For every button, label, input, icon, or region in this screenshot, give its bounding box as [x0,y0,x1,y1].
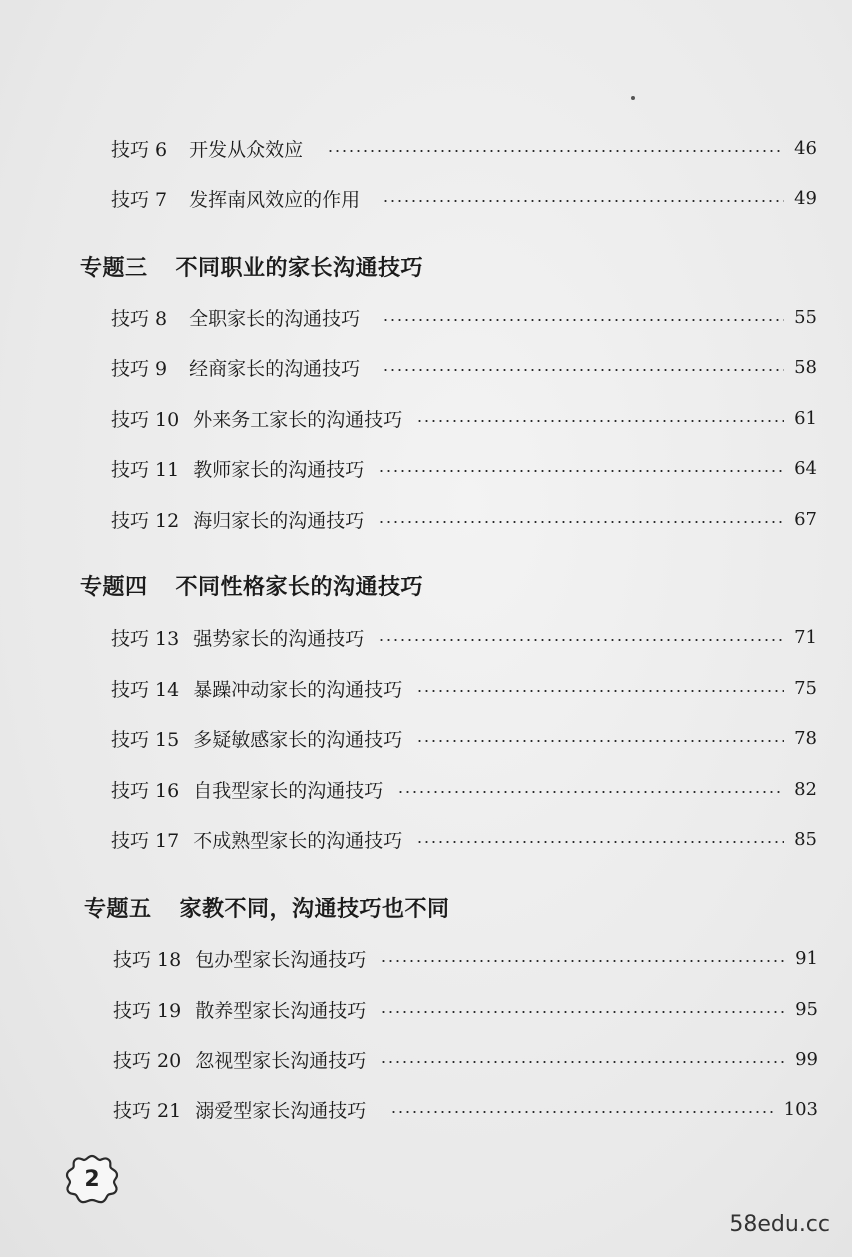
section-heading[interactable] [80,563,423,607]
entry-label: 技巧 7 [111,188,168,211]
dot-leader [378,470,784,472]
dot-leader [380,960,785,962]
entry-label: 技巧 17 [111,829,180,852]
entry-page: 85 [794,828,817,850]
entry-page: 55 [794,306,817,328]
entry-page: 64 [794,457,817,479]
entry-page: 49 [794,187,817,209]
entry-label: 技巧 15 [111,728,180,751]
dot-leader [416,740,784,742]
entry-title: 强势家长的沟通技巧 [193,627,365,650]
entry-page: 75 [794,677,817,699]
toc-entry[interactable] [111,178,817,218]
toc-entry[interactable] [113,1039,818,1079]
entry-label: 技巧 11 [111,458,180,481]
entry-title: 溺爱型家长沟通技巧 [195,1099,367,1122]
entry-page: 91 [795,947,818,969]
entry-title: 教师家长的沟通技巧 [193,458,365,481]
dot-leader [416,420,784,422]
entry-page: 82 [794,778,817,800]
entry-page: 58 [794,356,817,378]
dot-leader [378,639,784,641]
entry-label: 技巧 21 [113,1099,182,1122]
dot-leader [382,319,784,321]
section-label: 专题五 [84,896,152,922]
toc-entry[interactable] [111,718,817,758]
entry-label: 技巧 9 [111,357,168,380]
entry-title: 经商家长的沟通技巧 [189,357,361,380]
watermark-text: 58edu.cc [729,1212,830,1237]
entry-label: 技巧 12 [111,509,180,532]
entry-title: 全职家长的沟通技巧 [189,307,361,330]
toc-entry[interactable] [111,297,817,337]
entry-page: 95 [795,998,818,1020]
entry-label: 技巧 20 [113,1049,182,1072]
entry-page: 61 [794,407,817,429]
section-title: 不同性格家长的沟通技巧 [175,574,424,600]
entry-title: 外来务工家长的沟通技巧 [193,408,403,431]
dot-leader [382,200,784,202]
toc-entry[interactable] [111,128,817,168]
entry-label: 技巧 16 [111,779,180,802]
dot-leader [327,150,784,152]
toc-entry[interactable] [111,668,817,708]
section-title: 家教不同，沟通技巧也不同 [179,896,450,922]
entry-page: 46 [794,137,817,159]
entry-title: 忽视型家长沟通技巧 [195,1049,367,1072]
entry-page: 78 [794,727,817,749]
entry-page: 67 [794,508,817,530]
toc-entry[interactable] [113,938,818,978]
entry-label: 技巧 19 [113,999,182,1022]
section-title: 不同职业的家长沟通技巧 [175,255,424,281]
entry-title: 自我型家长的沟通技巧 [193,779,384,802]
section-label: 专题三 [80,255,148,281]
entry-label: 技巧 8 [111,307,168,330]
dot-leader [380,1061,785,1063]
toc-entry[interactable] [113,989,818,1029]
dot-leader [397,791,784,793]
entry-label: 技巧 13 [111,627,180,650]
toc-entry[interactable] [113,1089,818,1129]
dot-leader [416,841,784,843]
toc-entry[interactable] [111,347,817,387]
dot-leader [380,1011,785,1013]
section-heading[interactable] [84,885,450,929]
toc-entry[interactable] [111,769,817,809]
entry-label: 技巧 10 [111,408,180,431]
section-heading[interactable] [80,244,423,288]
entry-title: 多疑敏感家长的沟通技巧 [193,728,403,751]
dot-leader [382,369,784,371]
entry-title: 发挥南风效应的作用 [189,188,361,211]
entry-page: 71 [794,626,817,648]
section-label: 专题四 [80,574,148,600]
dot-leader [378,521,784,523]
entry-title: 包办型家长沟通技巧 [195,948,367,971]
toc-entry[interactable] [111,448,817,488]
toc-entry[interactable] [111,499,817,539]
toc-entry[interactable] [111,819,817,859]
scan-speck [631,96,635,100]
entry-title: 海归家长的沟通技巧 [193,509,365,532]
entry-label: 技巧 6 [111,138,168,161]
entry-title: 散养型家长沟通技巧 [195,999,367,1022]
entry-title: 开发从众效应 [189,138,304,161]
dot-leader [390,1111,773,1113]
toc-entry[interactable] [111,398,817,438]
dot-leader [416,690,784,692]
entry-label: 技巧 14 [111,678,180,701]
page-number: 2 [84,1166,100,1192]
toc-entry[interactable] [111,617,817,657]
entry-page: 99 [795,1048,818,1070]
page-number-badge [62,1152,122,1206]
entry-title: 暴躁冲动家长的沟通技巧 [193,678,403,701]
entry-page: 103 [783,1098,818,1120]
entry-title: 不成熟型家长的沟通技巧 [193,829,403,852]
entry-label: 技巧 18 [113,948,182,971]
